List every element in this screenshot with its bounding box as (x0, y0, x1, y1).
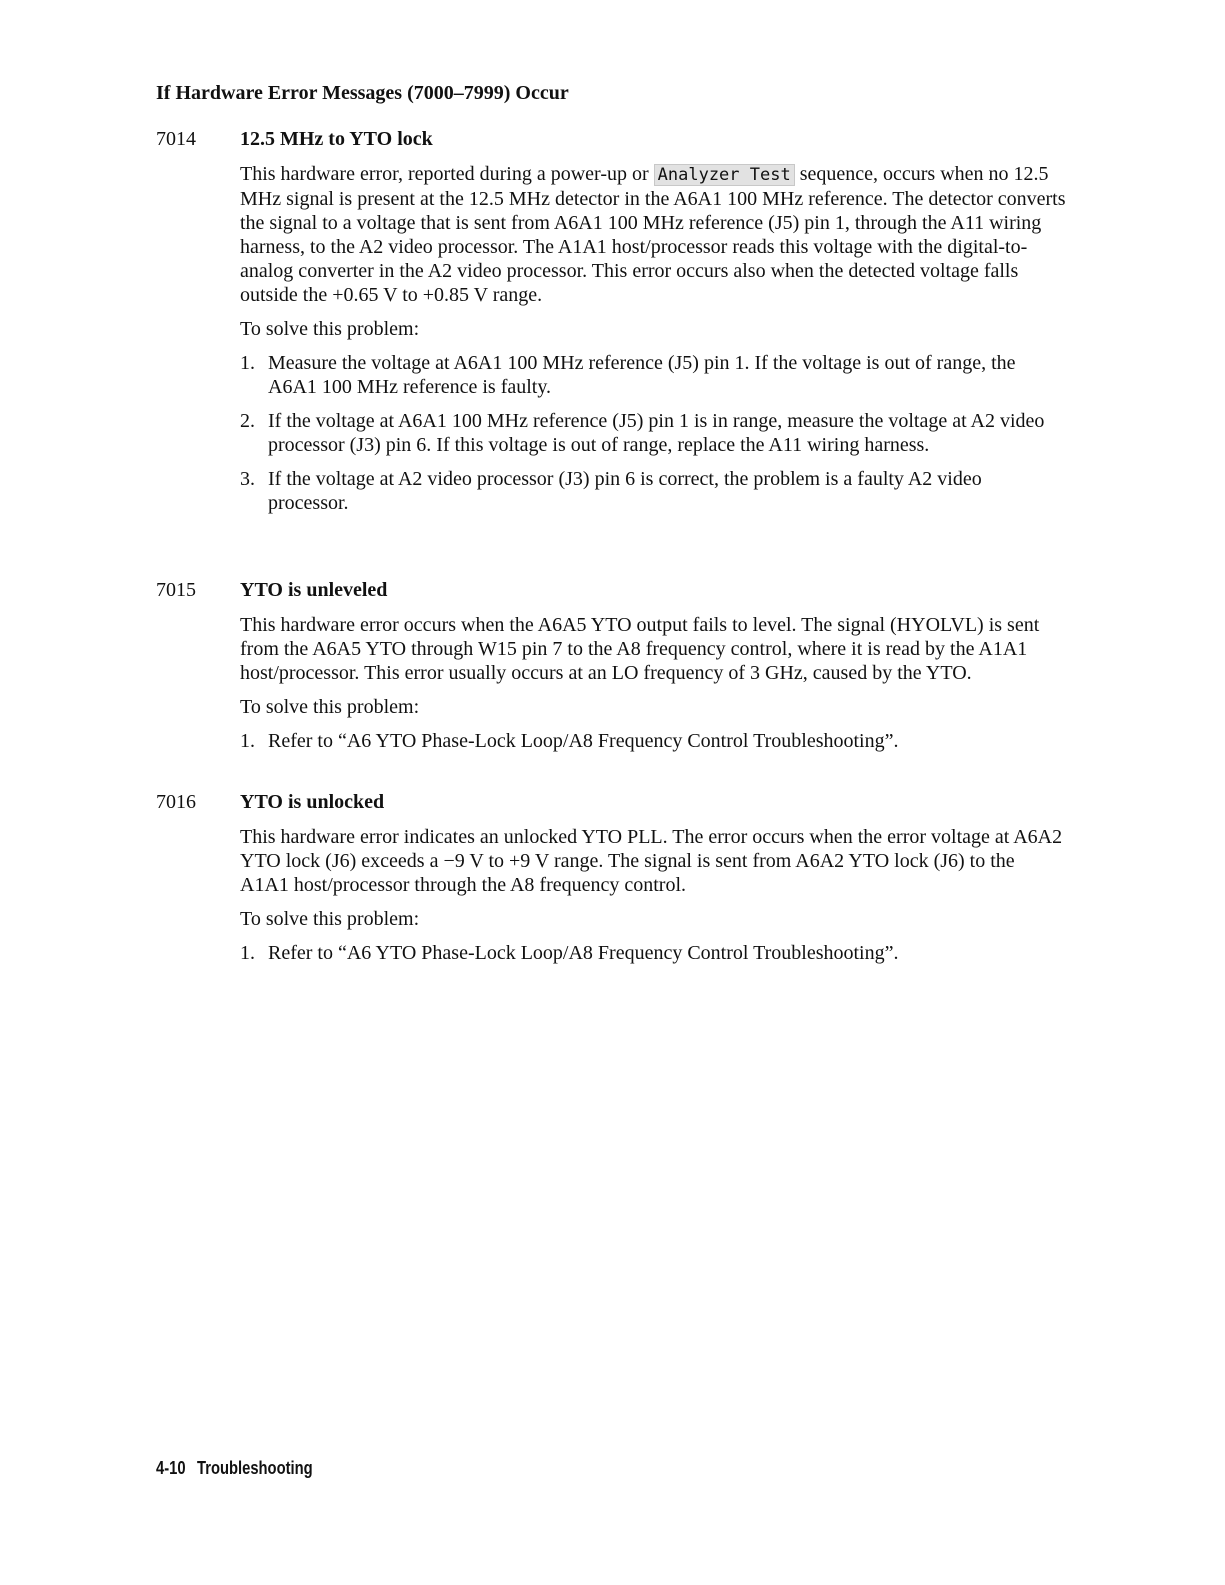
error-code: 7014 (156, 128, 196, 150)
step-text: If the voltage at A2 video processor (J3) pin 6 is correct, the problem is a faulty A2 video processor. (268, 468, 982, 514)
solve-step (240, 467, 1066, 515)
solve-steps (240, 941, 1066, 965)
step-number: 3. (240, 468, 255, 490)
section-name: Troubleshooting (197, 1458, 313, 1478)
step-number: 1. (240, 352, 255, 374)
step-text: Refer to “A6 YTO Phase-Lock Loop/A8 Frequency Control Troubleshooting”. (268, 942, 899, 964)
step-number: 1. (240, 730, 255, 752)
error-description: This hardware error indicates an unlocked YTO PLL. The error occurs when the error voltage at A6A2 YTO lock (J6) exceeds a −9 V to +9 V range. The signal is sent from A6A2 YTO lock (J6) to the A1A1 host/processor through the A8 frequency control. (240, 826, 1063, 896)
solve-intro: To solve this problem: (240, 696, 420, 718)
solve-intro: To solve this problem: (240, 908, 420, 930)
solve-steps (240, 351, 1066, 515)
solve-intro: To solve this problem: (240, 318, 420, 340)
error-body (240, 825, 1066, 975)
description-text: This hardware error, reported during a power-up or (240, 163, 654, 185)
step-text: Refer to “A6 YTO Phase-Lock Loop/A8 Frequency Control Troubleshooting”. (268, 730, 899, 752)
error-title: YTO is unlocked (240, 791, 385, 813)
solve-step (240, 351, 1066, 399)
step-text: If the voltage at A6A1 100 MHz reference (J5) pin 1 is in range, measure the voltage at A2 video processor (J3) pin 6. If this voltage is out of range, replace the A11 wiring harness. (268, 410, 1045, 456)
solve-steps (240, 729, 1066, 753)
solve-step (240, 729, 1066, 753)
error-description: This hardware error occurs when the A6A5 YTO output fails to level. The signal (HYOLVL) is sent from the A6A5 YTO through W15 pin 7 to the A8 frequency control, where it is read by the A1A1 host/processor. This error usually occurs at an LO frequency of 3 GHz, caused by the YTO. (240, 614, 1040, 684)
page-footer (156, 1458, 313, 1479)
error-description (240, 162, 1066, 307)
error-code: 7016 (156, 791, 196, 813)
error-code: 7015 (156, 579, 196, 601)
analyzer-test-softkey: Analyzer Test (654, 164, 795, 186)
solve-step (240, 941, 1066, 965)
page-heading: If Hardware Error Messages (7000–7999) Occur (156, 82, 569, 104)
error-title: 12.5 MHz to YTO lock (240, 128, 433, 150)
step-text: Measure the voltage at A6A1 100 MHz reference (J5) pin 1. If the voltage is out of range, the A6A1 100 MHz reference is faulty. (268, 352, 1016, 398)
page-number: 4-10 (156, 1458, 186, 1478)
step-number: 1. (240, 942, 255, 964)
solve-step (240, 409, 1066, 457)
description-text: sequence, occurs when no 12.5 MHz signal is present at the 12.5 MHz detector in the A6A1 100 MHz reference. The detector converts the signal to a voltage that is sent from A6A1 100 MHz reference (J5) pin 1, through the A11 wiring harness, to the A2 video processor. The A1A1 host/processor reads this voltage with the digital-to-analog converter in the A2 video processor. This error occurs also when the detected voltage falls outside the +0.65 V to +0.85 V range. (240, 163, 1066, 306)
error-body (240, 613, 1066, 763)
error-body (240, 162, 1066, 525)
step-number: 2. (240, 410, 255, 432)
error-title: YTO is unleveled (240, 579, 388, 601)
